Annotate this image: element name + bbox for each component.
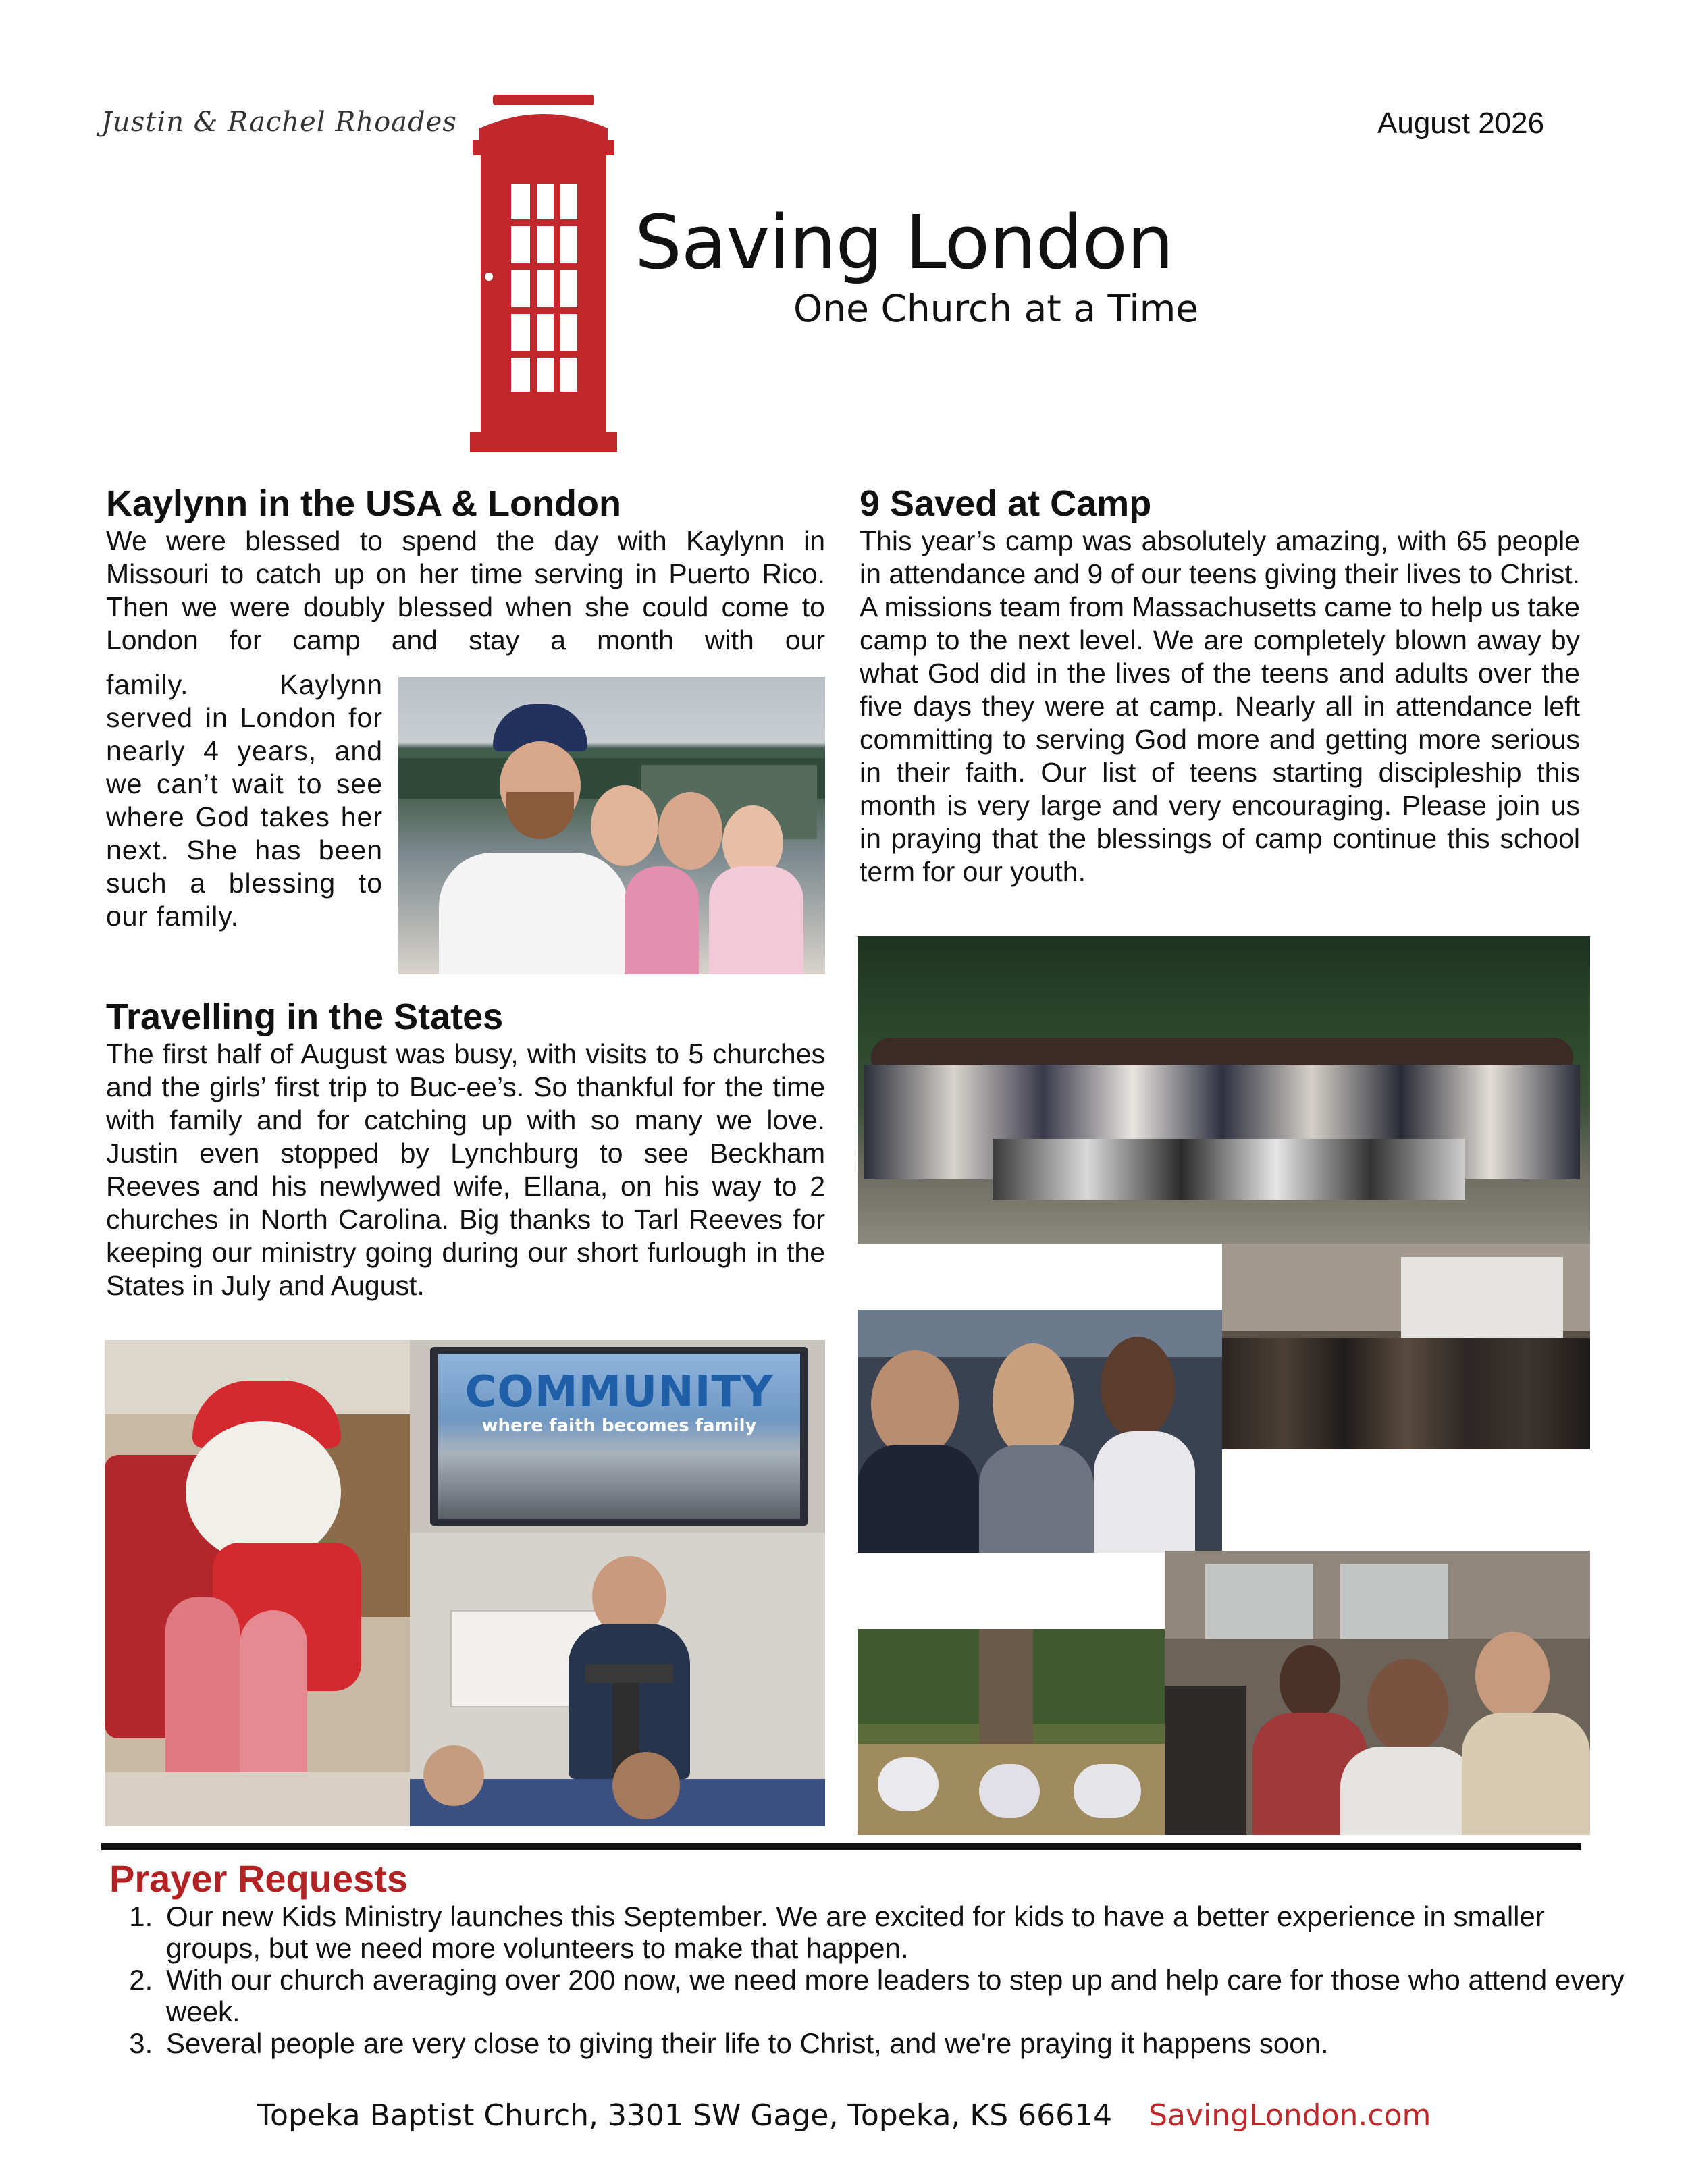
- section-travelling: [106, 996, 825, 1302]
- section-divider: [101, 1843, 1581, 1850]
- footer: [0, 2098, 1688, 2133]
- photo-camp-teens: [858, 1310, 1222, 1553]
- section-kaylynn: [106, 483, 825, 657]
- section-heading: Kaylynn in the USA & London: [106, 483, 621, 524]
- screen-subtitle: where faith becomes family: [481, 1416, 757, 1436]
- prayer-requests-list: [108, 1900, 1633, 2059]
- newsletter-date: August 2026: [1377, 107, 1545, 140]
- photo-camp-celebration: [1165, 1551, 1590, 1835]
- photo-camp-group: [858, 936, 1590, 1244]
- prayer-item: 3. Several people are very close to giving their life to Christ, and we're praying it happens soon.: [161, 2027, 1633, 2059]
- screen-title: COMMUNITY: [465, 1367, 774, 1417]
- photo-camp-outdoors: [858, 1629, 1165, 1835]
- section-heading: Travelling in the States: [106, 996, 504, 1037]
- prayer-item: 1. Our new Kids Ministry launches this September. We are excited for kids to have a better experience in smaller groups, but we need more volunteers to make that happen.: [161, 1900, 1633, 1964]
- newsletter-subtitle: One Church at a Time: [793, 287, 1199, 330]
- section-text: We were blessed to spend the day with Kaylynn in Missouri to catch up on her time serving in Puerto Rico. Then we were doubly blessed when she could come to London for camp and stay a month with our: [106, 525, 825, 656]
- section-camp: [860, 483, 1580, 888]
- photo-kaylynn-selfie: [398, 677, 825, 974]
- photo-camp-worship: [1222, 1244, 1590, 1449]
- signature: Justin & Rachel Rhoades: [101, 107, 457, 138]
- footer-website-link[interactable]: SavingLondon.com: [1149, 2098, 1431, 2133]
- photo-community-church: [410, 1340, 825, 1826]
- section-text: The first half of August was busy, with visits to 5 churches and the girls’ first trip to Buc-ee’s. So thankful for the time with family and for catching up with so many we love. Justin even stopped by Lynchburg to see Beckham Reeves and his newlywed wife, Ellana, on his way to 2 churches in North Carolina. Big thanks to Tarl Reeves for keeping our ministry going during our short furlough in the States in July and August.: [106, 1038, 825, 1301]
- newsletter-title: Saving London: [635, 199, 1173, 286]
- prayer-item: 2. With our church averaging over 200 now, we need more leaders to step up and help care for those who attend every week.: [161, 1964, 1633, 2027]
- prayer-requests-heading: Prayer Requests: [109, 1857, 408, 1900]
- section-heading: 9 Saved at Camp: [860, 483, 1152, 524]
- section-text: This year’s camp was absolutely amazing, with 65 people in attendance and 9 of our teens giving their lives to Christ. A missions team from Massachusetts came to help us take camp to the next level. We are completely blown away by what God did in the lives of the teens and adults over the five days they were at camp. Nearly all in attendance left committing to serving God more and getting more serious in their faith. Our list of teens starting discipleship this month is very large and very encouraging. Please join us in praying that the blessings of camp continue this school term for our youth.: [860, 525, 1580, 887]
- photo-bucees: [105, 1340, 410, 1826]
- section-text-wrap: family. Kaylynn served in London for nearly 4 years, and we can’t wait to see where God takes her next. She has been such a blessing to our family.: [106, 669, 383, 932]
- footer-address: Topeka Baptist Church, 3301 SW Gage, Topeka, KS 66614: [257, 2098, 1113, 2133]
- phone-booth-logo: [466, 95, 621, 452]
